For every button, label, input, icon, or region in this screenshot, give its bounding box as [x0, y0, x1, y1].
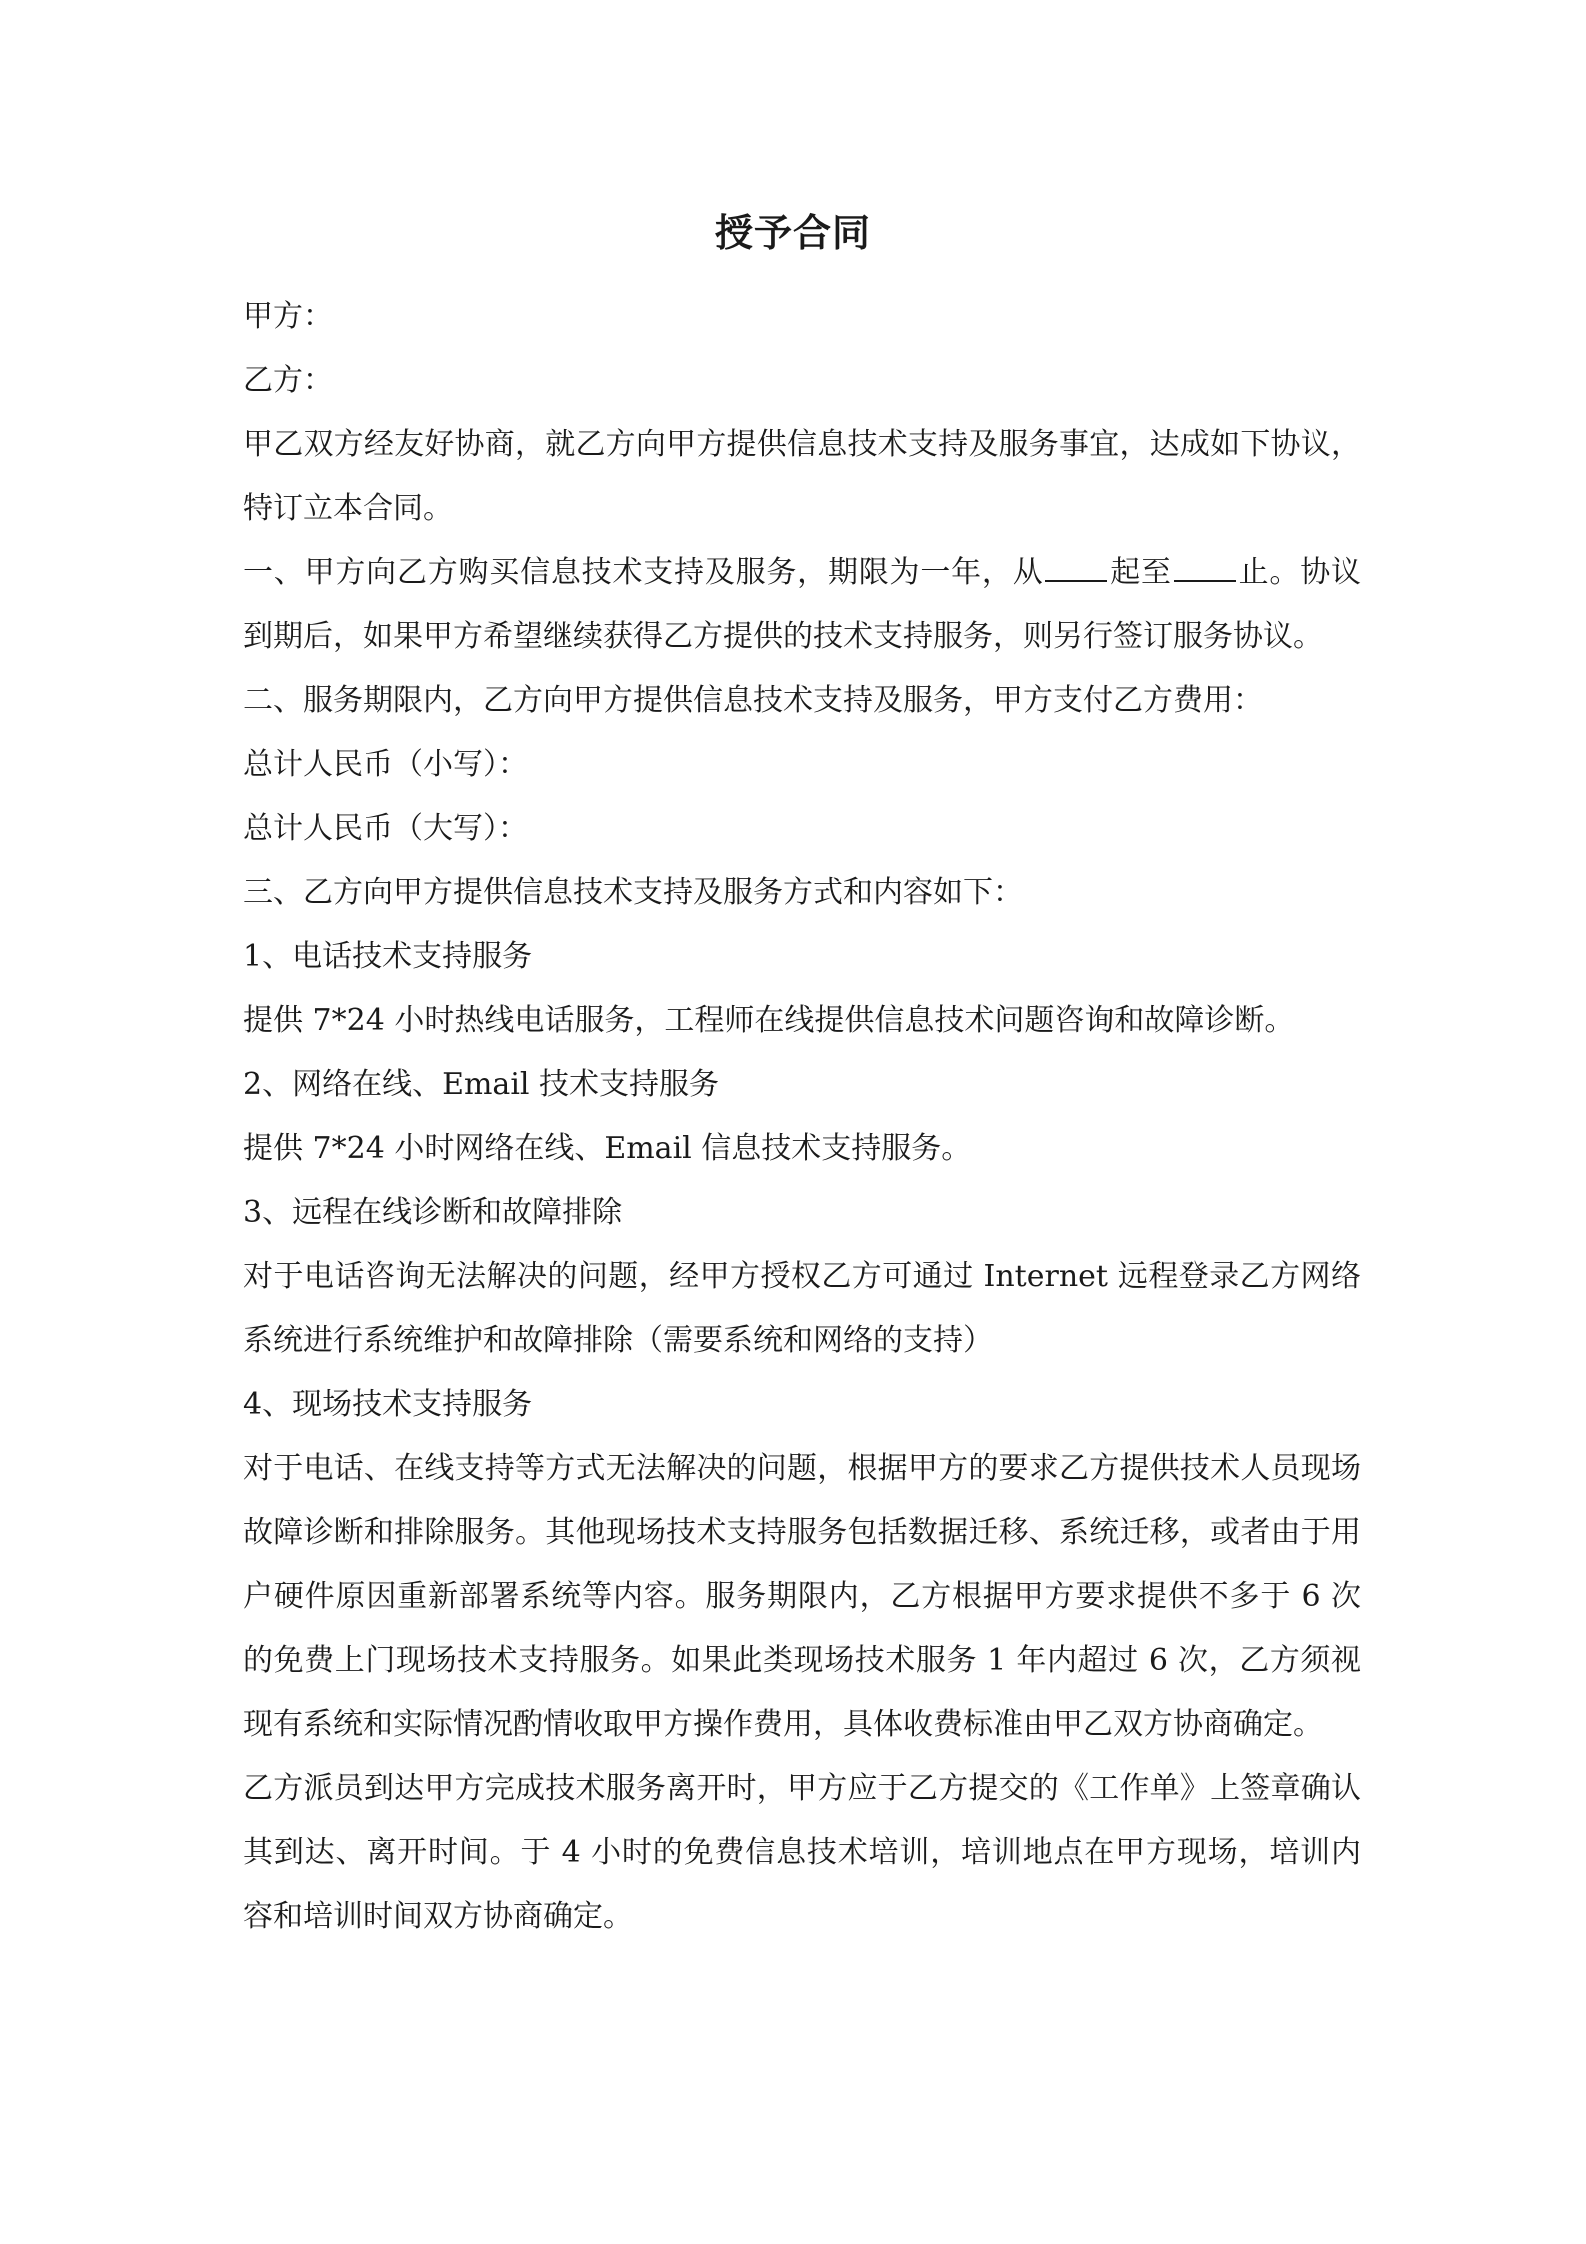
party-a-line: 甲方：	[243, 299, 333, 334]
contract-body	[243, 285, 1361, 1949]
clause-2: 二、服务期限内，乙方向甲方提供信息技术支持及服务，甲方支付乙方费用：	[243, 683, 1263, 718]
clause-1-part-3: 止。协议到期后，如果甲方希望继续获得乙方提供的技术支持服务，则另行签订服务协议。	[243, 555, 1362, 654]
clause-1	[243, 541, 1361, 669]
start-date-blank	[1045, 554, 1107, 582]
party-b-line: 乙方：	[243, 363, 333, 398]
service-1-title: 1、电话技术支持服务	[243, 939, 533, 974]
clause-3: 三、乙方向甲方提供信息技术支持及服务方式和内容如下：	[243, 875, 1023, 910]
end-date-blank	[1174, 554, 1236, 582]
clause-1-part-2: 起至	[1109, 555, 1172, 590]
service-1-body: 提供 7*24 小时热线电话服务，工程师在线提供信息技术问题咨询和故障诊断。	[243, 1003, 1295, 1038]
service-3-body: 对于电话咨询无法解决的问题，经甲方授权乙方可通过 Internet 远程登录乙方网络系统进行系统维护和故障排除（需要系统和网络的支持）	[243, 1259, 1361, 1358]
service-4-title: 4、现场技术支持服务	[243, 1387, 533, 1422]
total-uppercase-line: 总计人民币（大写）：	[243, 811, 528, 846]
total-lowercase-line: 总计人民币（小写）：	[243, 747, 528, 782]
contract-title: 授予合同	[714, 210, 871, 255]
intro-paragraph: 甲乙双方经友好协商，就乙方向甲方提供信息技术支持及服务事宜，达成如下协议，特订立本合同。	[243, 427, 1361, 526]
service-2-body: 提供 7*24 小时网络在线、Email 信息技术支持服务。	[243, 1131, 972, 1166]
clause-1-part-1: 一、甲方向乙方购买信息技术支持及服务，期限为一年，从	[243, 555, 1044, 590]
service-4-body-continued: 乙方派员到达甲方完成技术服务离开时，甲方应于乙方提交的《工作单》上签章确认其到达、离开时间。于 4 小时的免费信息技术培训，培训地点在甲方现场，培训内容和培训时间双方协商确定。	[243, 1771, 1361, 1934]
service-3-title: 3、远程在线诊断和故障排除	[243, 1195, 623, 1230]
service-4-body: 对于电话、在线支持等方式无法解决的问题，根据甲方的要求乙方提供技术人员现场故障诊断和排除服务。其他现场技术支持服务包括数据迁移、系统迁移，或者由于用户硬件原因重新部署系统等内容。服务期限内，乙方根据甲方要求提供不多于 6 次的免费上门现场技术支持服务。如果此类现场技术服务 1 年内超过 6 次，乙方须视现有系统和实际情况酌情收取甲方操作费用，具体收费标准由甲乙双方协商确定。	[243, 1451, 1361, 1742]
service-2-title: 2、网络在线、Email 技术支持服务	[243, 1067, 720, 1102]
